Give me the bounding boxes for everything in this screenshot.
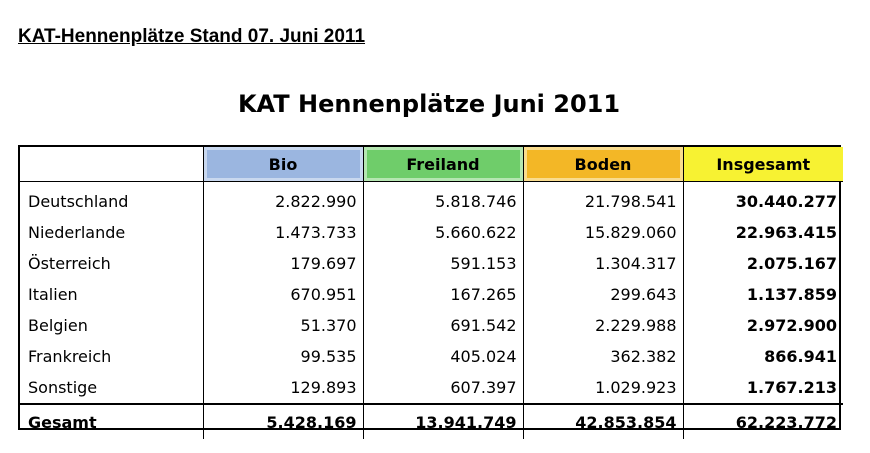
hennenplaetze-table xyxy=(18,145,841,430)
cell-country: Frankreich xyxy=(28,347,112,366)
table-row xyxy=(20,341,843,372)
header-bio: Bio xyxy=(203,147,363,182)
cell-boden: 21.798.541 xyxy=(523,182,683,218)
cell-freiland: 167.265 xyxy=(363,279,523,310)
cell-insgesamt: 866.941 xyxy=(683,341,843,372)
cell-boden: 362.382 xyxy=(523,341,683,372)
total-insgesamt: 62.223.772 xyxy=(683,404,843,439)
cell-insgesamt: 30.440.277 xyxy=(683,182,843,218)
header-freiland: Freiland xyxy=(363,147,523,182)
cell-boden: 2.229.988 xyxy=(523,310,683,341)
cell-country: Italien xyxy=(28,285,78,304)
cell-freiland: 591.153 xyxy=(363,248,523,279)
cell-freiland: 607.397 xyxy=(363,372,523,404)
header-country xyxy=(20,147,203,182)
cell-country: Niederlande xyxy=(28,223,126,242)
cell-freiland: 405.024 xyxy=(363,341,523,372)
total-freiland: 13.941.749 xyxy=(363,404,523,439)
cell-boden: 1.029.923 xyxy=(523,372,683,404)
cell-freiland: 5.660.622 xyxy=(363,217,523,248)
table-title: KAT Hennenplätze Juni 2011 xyxy=(237,90,621,118)
cell-boden: 15.829.060 xyxy=(523,217,683,248)
table-row xyxy=(20,310,843,341)
cell-bio: 51.370 xyxy=(203,310,363,341)
cell-bio: 670.951 xyxy=(203,279,363,310)
table-row xyxy=(20,248,843,279)
cell-insgesamt: 2.075.167 xyxy=(683,248,843,279)
table-header-row xyxy=(20,147,843,182)
cell-bio: 2.822.990 xyxy=(203,182,363,218)
cell-country: Österreich xyxy=(28,254,111,273)
cell-country: Sonstige xyxy=(28,378,98,397)
cell-insgesamt: 1.137.859 xyxy=(683,279,843,310)
total-boden: 42.853.854 xyxy=(523,404,683,439)
cell-bio: 179.697 xyxy=(203,248,363,279)
total-label: Gesamt xyxy=(20,404,203,439)
cell-country: Deutschland xyxy=(28,192,129,211)
cell-boden: 299.643 xyxy=(523,279,683,310)
cell-insgesamt: 22.963.415 xyxy=(683,217,843,248)
cell-freiland: 5.818.746 xyxy=(363,182,523,218)
header-boden: Boden xyxy=(523,147,683,182)
cell-bio: 99.535 xyxy=(203,341,363,372)
table-row xyxy=(20,279,843,310)
cell-country: Belgien xyxy=(28,316,88,335)
cell-insgesamt: 1.767.213 xyxy=(683,372,843,404)
header-insgesamt: Insgesamt xyxy=(683,147,843,182)
total-bio: 5.428.169 xyxy=(203,404,363,439)
cell-freiland: 691.542 xyxy=(363,310,523,341)
cell-bio: 1.473.733 xyxy=(203,217,363,248)
cell-bio: 129.893 xyxy=(203,372,363,404)
table-row xyxy=(20,372,843,404)
total-row xyxy=(20,404,843,439)
cell-insgesamt: 2.972.900 xyxy=(683,310,843,341)
table-row xyxy=(20,182,843,218)
document-heading: KAT-Hennenplätze Stand 07. Juni 2011 xyxy=(18,26,366,47)
table-row xyxy=(20,217,843,248)
cell-boden: 1.304.317 xyxy=(523,248,683,279)
